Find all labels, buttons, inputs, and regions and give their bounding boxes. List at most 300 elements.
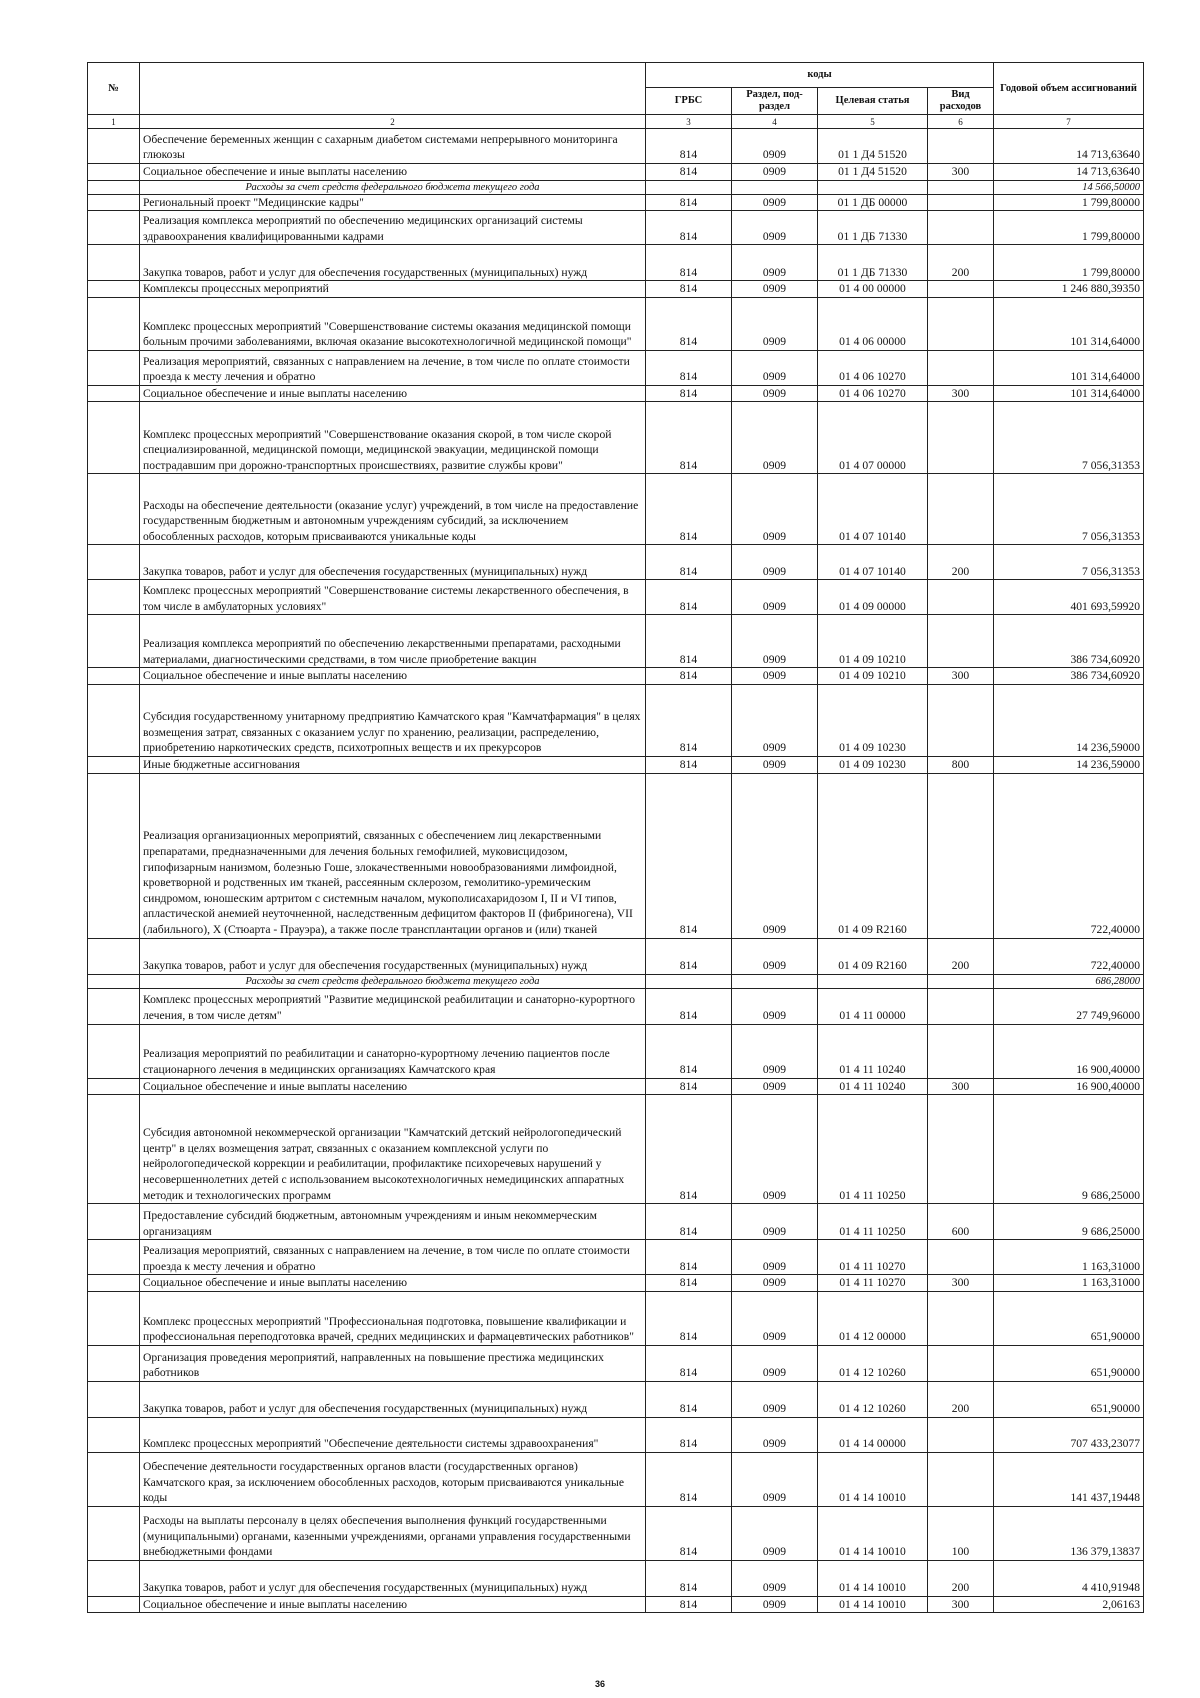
row-grbs-cell: 814 [646, 1345, 732, 1381]
row-grbs-cell: 814 [646, 129, 732, 164]
table-row [88, 350, 1144, 385]
row-sum-cell: 101 314,64000 [994, 385, 1144, 402]
table-row [88, 773, 1144, 938]
row-number-cell [88, 211, 140, 245]
row-vid-cell [928, 974, 994, 988]
row-grbs-cell [646, 180, 732, 194]
row-razdel-cell: 0909 [732, 402, 818, 474]
header-volume: Годовой объем ассигнований [994, 63, 1144, 115]
row-celevaya-cell: 01 4 07 00000 [818, 402, 928, 474]
row-name-cell: Закупка товаров, работ и услуг для обеспечения государственных (муниципальных) нужд [140, 245, 646, 281]
table-row [88, 1560, 1144, 1596]
row-razdel-cell: 0909 [732, 1291, 818, 1345]
row-number-cell [88, 668, 140, 685]
row-sum-cell: 1 799,80000 [994, 211, 1144, 245]
row-sum-cell: 1 799,80000 [994, 245, 1144, 281]
row-name-cell: Субсидия государственному унитарному предприятию Камчатского края "Камчатфармация" в целях возмещения затрат, связанных с оказанием услуг по хранению, реализации, распределению, приобретению наркотических средств, психотропных веществ и их прекурсоров [140, 684, 646, 756]
row-vid-cell [928, 1024, 994, 1078]
table-row [88, 668, 1144, 685]
row-celevaya-cell: 01 4 00 00000 [818, 281, 928, 298]
row-name-cell: Социальное обеспечение и иные выплаты населению [140, 385, 646, 402]
row-name-cell: Комплекс процессных мероприятий "Обеспечение деятельности системы здравоохранения" [140, 1417, 646, 1452]
row-grbs-cell: 814 [646, 668, 732, 685]
row-number-cell [88, 297, 140, 350]
row-grbs-cell: 814 [646, 773, 732, 938]
budget-table [87, 62, 1144, 1613]
row-grbs-cell: 814 [646, 615, 732, 668]
row-celevaya-cell: 01 4 14 10010 [818, 1596, 928, 1613]
row-razdel-cell [732, 180, 818, 194]
table-row [88, 1417, 1144, 1452]
row-vid-cell [928, 1345, 994, 1381]
row-number-cell [88, 1452, 140, 1506]
row-grbs-cell: 814 [646, 1381, 732, 1417]
table-row [88, 938, 1144, 974]
row-razdel-cell: 0909 [732, 545, 818, 580]
row-sum-cell: 1 163,31000 [994, 1240, 1144, 1275]
row-sum-cell: 14 236,59000 [994, 684, 1144, 756]
table-row [88, 245, 1144, 281]
column-number: 2 [140, 115, 646, 129]
row-celevaya-cell: 01 1 Д4 51520 [818, 164, 928, 181]
row-celevaya-cell: 01 1 Д4 51520 [818, 129, 928, 164]
row-celevaya-cell: 01 4 12 10260 [818, 1345, 928, 1381]
row-sum-cell: 707 433,23077 [994, 1417, 1144, 1452]
row-celevaya-cell: 01 4 09 10230 [818, 684, 928, 756]
row-vid-cell [928, 474, 994, 545]
row-celevaya-cell: 01 1 ДБ 71330 [818, 211, 928, 245]
table-row [88, 988, 1144, 1024]
header-vid: Вид расходов [928, 88, 994, 115]
row-sum-cell: 651,90000 [994, 1291, 1144, 1345]
row-celevaya-cell: 01 4 06 10270 [818, 385, 928, 402]
row-razdel-cell: 0909 [732, 1452, 818, 1506]
row-name-cell: Реализация мероприятий, связанных с направлением на лечение, в том числе по оплате стоимости проезда к месту лечения и обратно [140, 350, 646, 385]
header-codes: коды [646, 63, 994, 88]
row-name-cell: Социальное обеспечение и иные выплаты населению [140, 164, 646, 181]
row-number-cell [88, 988, 140, 1024]
table-row [88, 684, 1144, 756]
row-name-cell: Реализация мероприятий по реабилитации и санаторно-курортному лечению пациентов после стационарного лечения в медицинских организациях Камчатского края [140, 1024, 646, 1078]
row-number-cell [88, 1095, 140, 1204]
row-name-cell: Закупка товаров, работ и услуг для обеспечения государственных (муниципальных) нужд [140, 938, 646, 974]
row-name-cell: Реализация мероприятий, связанных с направлением на лечение, в том числе по оплате стоимости проезда к месту лечения и обратно [140, 1240, 646, 1275]
row-number-cell [88, 474, 140, 545]
row-name-cell: Субсидия автономной некоммерческой организации "Камчатский детский нейрологопедический центр" в целях возмещения затрат, связанных с оказанием комплексной услуги по нейрологопедической коррекции и реабилитации, профилактике психоречевых нарушений у несовершеннолетних детей с использованием высокотехнологичных немедицинских аппаратных методик и технологических программ [140, 1095, 646, 1204]
federal-budget-note-row [88, 180, 1144, 194]
row-celevaya-cell: 01 4 11 10270 [818, 1275, 928, 1292]
row-name-cell: Иные бюджетные ассигнования [140, 756, 646, 773]
row-name-cell: Социальное обеспечение и иные выплаты населению [140, 1596, 646, 1613]
row-number-cell [88, 545, 140, 580]
row-name-cell: Организация проведения мероприятий, направленных на повышение престижа медицинских работников [140, 1345, 646, 1381]
row-sum-cell: 651,90000 [994, 1345, 1144, 1381]
row-vid-cell [928, 1291, 994, 1345]
row-grbs-cell: 814 [646, 245, 732, 281]
row-razdel-cell: 0909 [732, 615, 818, 668]
row-razdel-cell: 0909 [732, 1560, 818, 1596]
row-sum-cell: 722,40000 [994, 938, 1144, 974]
row-celevaya-cell: 01 4 09 R2160 [818, 773, 928, 938]
row-number-cell [88, 1204, 140, 1240]
row-sum-cell: 386 734,60920 [994, 615, 1144, 668]
row-sum-cell: 16 900,40000 [994, 1078, 1144, 1095]
row-razdel-cell: 0909 [732, 1381, 818, 1417]
row-grbs-cell: 814 [646, 988, 732, 1024]
row-name-cell: Комплексы процессных мероприятий [140, 281, 646, 298]
row-name-cell: Реализация комплекса мероприятий по обеспечению медицинских организаций системы здравоохранения квалифицированными кадрами [140, 211, 646, 245]
row-razdel-cell: 0909 [732, 1024, 818, 1078]
row-number-cell [88, 684, 140, 756]
row-sum-cell: 651,90000 [994, 1381, 1144, 1417]
row-grbs-cell: 814 [646, 1291, 732, 1345]
row-vid-cell [928, 211, 994, 245]
row-grbs-cell: 814 [646, 164, 732, 181]
row-name-cell: Расходы за счет средств федерального бюджета текущего года [140, 180, 646, 194]
row-number-cell [88, 615, 140, 668]
table-row [88, 385, 1144, 402]
table-row [88, 1452, 1144, 1506]
header-celevaya: Целевая статья [818, 88, 928, 115]
row-vid-cell: 300 [928, 1596, 994, 1613]
row-celevaya-cell: 01 4 07 10140 [818, 474, 928, 545]
table-row [88, 1381, 1144, 1417]
row-razdel-cell: 0909 [732, 773, 818, 938]
row-number-cell [88, 245, 140, 281]
row-name-cell: Предоставление субсидий бюджетным, автономным учреждениям и иным некоммерческим организациям [140, 1204, 646, 1240]
row-number-cell [88, 164, 140, 181]
row-number-cell [88, 1596, 140, 1613]
row-vid-cell [928, 684, 994, 756]
column-number: 3 [646, 115, 732, 129]
row-vid-cell: 200 [928, 938, 994, 974]
row-celevaya-cell: 01 4 09 10210 [818, 615, 928, 668]
row-razdel-cell: 0909 [732, 1417, 818, 1452]
row-grbs-cell: 814 [646, 938, 732, 974]
row-grbs-cell: 814 [646, 1024, 732, 1078]
row-grbs-cell: 814 [646, 402, 732, 474]
row-celevaya-cell: 01 4 14 10010 [818, 1560, 928, 1596]
row-razdel-cell: 0909 [732, 988, 818, 1024]
row-vid-cell [928, 988, 994, 1024]
row-name-cell: Обеспечение деятельности государственных органов власти (государственных органов) Камчатского края, за исключением обособленных расходов, которым присваиваются уникальные коды [140, 1452, 646, 1506]
row-razdel-cell [732, 974, 818, 988]
row-name-cell: Расходы на обеспечение деятельности (оказание услуг) учреждений, в том числе на предоставление государственным бюджетным и автономным учреждениям субсидий, за исключением обособленных расходов, которым присваиваются уникальные коды [140, 474, 646, 545]
row-razdel-cell: 0909 [732, 1240, 818, 1275]
row-number-cell [88, 1275, 140, 1292]
row-celevaya-cell: 01 4 09 10230 [818, 756, 928, 773]
row-grbs-cell: 814 [646, 1506, 732, 1560]
table-row [88, 1240, 1144, 1275]
table-row [88, 1204, 1144, 1240]
page-number: 36 [594, 1679, 605, 1689]
row-razdel-cell: 0909 [732, 1078, 818, 1095]
row-celevaya-cell: 01 4 09 10210 [818, 668, 928, 685]
row-celevaya-cell [818, 974, 928, 988]
row-celevaya-cell: 01 4 11 00000 [818, 988, 928, 1024]
budget-table-container [87, 62, 1143, 1613]
row-vid-cell: 300 [928, 668, 994, 685]
row-name-cell: Закупка товаров, работ и услуг для обеспечения государственных (муниципальных) нужд [140, 1560, 646, 1596]
row-name-cell: Комплекс процессных мероприятий "Совершенствование оказания скорой, в том числе скорой специализированной, медицинской помощи, медицинской эвакуации, медицинской помощи пострадавшим при дорожно-транспортных происшествиях, развитие службы крови" [140, 402, 646, 474]
row-grbs-cell: 814 [646, 684, 732, 756]
row-sum-cell: 14 236,59000 [994, 756, 1144, 773]
row-number-cell [88, 1345, 140, 1381]
row-vid-cell: 200 [928, 245, 994, 281]
row-number-cell [88, 1291, 140, 1345]
row-celevaya-cell: 01 4 11 10250 [818, 1204, 928, 1240]
row-razdel-cell: 0909 [732, 164, 818, 181]
row-celevaya-cell: 01 1 ДБ 00000 [818, 194, 928, 211]
row-grbs-cell: 814 [646, 756, 732, 773]
row-vid-cell: 200 [928, 545, 994, 580]
table-row [88, 194, 1144, 211]
row-number-cell [88, 773, 140, 938]
row-vid-cell [928, 297, 994, 350]
row-razdel-cell: 0909 [732, 129, 818, 164]
row-sum-cell: 7 056,31353 [994, 474, 1144, 545]
table-row [88, 1024, 1144, 1078]
table-row [88, 1506, 1144, 1560]
row-vid-cell: 300 [928, 1275, 994, 1292]
row-number-cell [88, 938, 140, 974]
row-vid-cell [928, 580, 994, 615]
row-celevaya-cell: 01 4 06 00000 [818, 297, 928, 350]
row-razdel-cell: 0909 [732, 385, 818, 402]
table-row [88, 1275, 1144, 1292]
row-razdel-cell: 0909 [732, 1275, 818, 1292]
row-celevaya-cell: 01 4 12 10260 [818, 1381, 928, 1417]
row-razdel-cell: 0909 [732, 1204, 818, 1240]
row-vid-cell: 300 [928, 385, 994, 402]
row-grbs-cell [646, 974, 732, 988]
row-grbs-cell: 814 [646, 1078, 732, 1095]
row-sum-cell: 141 437,19448 [994, 1452, 1144, 1506]
row-celevaya-cell: 01 1 ДБ 71330 [818, 245, 928, 281]
row-number-cell [88, 385, 140, 402]
row-grbs-cell: 814 [646, 350, 732, 385]
row-grbs-cell: 814 [646, 1275, 732, 1292]
row-grbs-cell: 814 [646, 1240, 732, 1275]
row-name-cell: Реализация комплекса мероприятий по обеспечению лекарственными препаратами, расходными материалами, диагностическими средствами, в том числе приобретение вакцин [140, 615, 646, 668]
row-sum-cell: 386 734,60920 [994, 668, 1144, 685]
column-number: 4 [732, 115, 818, 129]
row-razdel-cell: 0909 [732, 245, 818, 281]
row-razdel-cell: 0909 [732, 684, 818, 756]
table-row [88, 1078, 1144, 1095]
row-vid-cell [928, 129, 994, 164]
row-grbs-cell: 814 [646, 545, 732, 580]
row-sum-cell: 686,28000 [994, 974, 1144, 988]
row-name-cell: Социальное обеспечение и иные выплаты населению [140, 1078, 646, 1095]
column-number: 7 [994, 115, 1144, 129]
table-row [88, 164, 1144, 181]
row-razdel-cell: 0909 [732, 1596, 818, 1613]
table-row [88, 1095, 1144, 1204]
row-celevaya-cell: 01 4 07 10140 [818, 545, 928, 580]
row-razdel-cell: 0909 [732, 297, 818, 350]
row-razdel-cell: 0909 [732, 194, 818, 211]
row-sum-cell: 136 379,13837 [994, 1506, 1144, 1560]
row-grbs-cell: 814 [646, 385, 732, 402]
row-sum-cell: 722,40000 [994, 773, 1144, 938]
row-name-cell: Социальное обеспечение и иные выплаты населению [140, 668, 646, 685]
row-sum-cell: 7 056,31353 [994, 545, 1144, 580]
row-name-cell: Комплекс процессных мероприятий "Совершенствование системы лекарственного обеспечения, в том числе в амбулаторных условиях" [140, 580, 646, 615]
row-sum-cell: 1 246 880,39350 [994, 281, 1144, 298]
table-row [88, 297, 1144, 350]
row-sum-cell: 401 693,59920 [994, 580, 1144, 615]
row-razdel-cell: 0909 [732, 281, 818, 298]
row-vid-cell [928, 194, 994, 211]
row-name-cell: Региональный проект "Медицинские кадры" [140, 194, 646, 211]
table-row [88, 402, 1144, 474]
column-number: 6 [928, 115, 994, 129]
row-sum-cell: 1 799,80000 [994, 194, 1144, 211]
row-grbs-cell: 814 [646, 474, 732, 545]
row-number-cell [88, 402, 140, 474]
row-celevaya-cell: 01 4 11 10250 [818, 1095, 928, 1204]
row-sum-cell: 4 410,91948 [994, 1560, 1144, 1596]
row-name-cell: Закупка товаров, работ и услуг для обеспечения государственных (муниципальных) нужд [140, 1381, 646, 1417]
row-grbs-cell: 814 [646, 1452, 732, 1506]
row-razdel-cell: 0909 [732, 211, 818, 245]
table-row [88, 474, 1144, 545]
row-celevaya-cell: 01 4 11 10240 [818, 1024, 928, 1078]
row-celevaya-cell: 01 4 09 R2160 [818, 938, 928, 974]
row-vid-cell [928, 402, 994, 474]
row-celevaya-cell [818, 180, 928, 194]
row-celevaya-cell: 01 4 12 00000 [818, 1291, 928, 1345]
table-row [88, 756, 1144, 773]
row-grbs-cell: 814 [646, 297, 732, 350]
row-vid-cell [928, 1452, 994, 1506]
row-vid-cell: 300 [928, 164, 994, 181]
table-row [88, 1596, 1144, 1613]
column-number: 1 [88, 115, 140, 129]
row-name-cell: Закупка товаров, работ и услуг для обеспечения государственных (муниципальных) нужд [140, 545, 646, 580]
row-number-cell [88, 756, 140, 773]
row-name-cell: Реализация организационных мероприятий, связанных с обеспечением лиц лекарственными препаратами, предназначенными для лечения больных гемофилией, муковисцидозом, гипофизарным нанизмом, болезнью Гоше, злокачественными новообразованиями лимфоидной, кроветворной и родственных им тканей, рассеянным склерозом, гемолитико-уремическим синдромом, юношеским артритом с системным началом, мукополисахаридозом I, II и VI типов, апластической анемией неуточненной, наследственным дефицитом факторов II (фибриногена), VII (лабильного), X (Стюарта - Прауэра), а также после трансплантации органов и (или) тканей [140, 773, 646, 938]
table-body [88, 129, 1144, 1613]
header-name [140, 63, 646, 115]
header-grbs: ГРБС [646, 88, 732, 115]
row-celevaya-cell: 01 4 14 10010 [818, 1506, 928, 1560]
row-sum-cell: 2,06163 [994, 1596, 1144, 1613]
row-sum-cell: 1 163,31000 [994, 1275, 1144, 1292]
row-razdel-cell: 0909 [732, 938, 818, 974]
row-name-cell: Обеспечение беременных женщин с сахарным диабетом системами непрерывного мониторинга глюкозы [140, 129, 646, 164]
table-row [88, 281, 1144, 298]
row-celevaya-cell: 01 4 09 00000 [818, 580, 928, 615]
row-razdel-cell: 0909 [732, 756, 818, 773]
row-celevaya-cell: 01 4 14 10010 [818, 1452, 928, 1506]
row-number-cell [88, 1506, 140, 1560]
row-number-cell [88, 1240, 140, 1275]
row-razdel-cell: 0909 [732, 350, 818, 385]
row-sum-cell: 27 749,96000 [994, 988, 1144, 1024]
row-number-cell [88, 194, 140, 211]
table-row [88, 615, 1144, 668]
row-sum-cell: 101 314,64000 [994, 297, 1144, 350]
row-grbs-cell: 814 [646, 1204, 732, 1240]
row-celevaya-cell: 01 4 11 10240 [818, 1078, 928, 1095]
row-number-cell [88, 580, 140, 615]
table-row [88, 1291, 1144, 1345]
row-vid-cell [928, 350, 994, 385]
row-vid-cell [928, 281, 994, 298]
row-number-cell [88, 1024, 140, 1078]
row-grbs-cell: 814 [646, 580, 732, 615]
row-sum-cell: 7 056,31353 [994, 402, 1144, 474]
row-vid-cell: 200 [928, 1381, 994, 1417]
row-vid-cell [928, 615, 994, 668]
row-name-cell: Комплекс процессных мероприятий "Совершенствование системы оказания медицинской помощи больным прочими заболеваниями, включая оказание высокотехнологичной медицинской помощи" [140, 297, 646, 350]
row-grbs-cell: 814 [646, 1095, 732, 1204]
row-number-cell [88, 974, 140, 988]
row-vid-cell: 600 [928, 1204, 994, 1240]
row-razdel-cell: 0909 [732, 1506, 818, 1560]
row-vid-cell [928, 1095, 994, 1204]
row-celevaya-cell: 01 4 06 10270 [818, 350, 928, 385]
row-razdel-cell: 0909 [732, 474, 818, 545]
row-sum-cell: 9 686,25000 [994, 1095, 1144, 1204]
column-number: 5 [818, 115, 928, 129]
table-row [88, 129, 1144, 164]
row-razdel-cell: 0909 [732, 1095, 818, 1204]
row-number-cell [88, 180, 140, 194]
row-sum-cell: 14 713,63640 [994, 129, 1144, 164]
row-name-cell: Комплекс процессных мероприятий "Профессиональная подготовка, повышение квалификации и профессиональная переподготовка врачей, средних медицинских и фармацевтических работников" [140, 1291, 646, 1345]
row-name-cell: Комплекс процессных мероприятий "Развитие медицинской реабилитации и санаторно-курортного лечения, в том числе детям" [140, 988, 646, 1024]
row-razdel-cell: 0909 [732, 1345, 818, 1381]
row-number-cell [88, 1381, 140, 1417]
row-grbs-cell: 814 [646, 1560, 732, 1596]
row-number-cell [88, 281, 140, 298]
row-sum-cell: 9 686,25000 [994, 1204, 1144, 1240]
row-vid-cell [928, 1240, 994, 1275]
row-sum-cell: 14 713,63640 [994, 164, 1144, 181]
row-number-cell [88, 350, 140, 385]
table-row [88, 580, 1144, 615]
table-row [88, 545, 1144, 580]
row-name-cell: Расходы за счет средств федерального бюджета текущего года [140, 974, 646, 988]
row-name-cell: Социальное обеспечение и иные выплаты населению [140, 1275, 646, 1292]
row-vid-cell [928, 180, 994, 194]
row-vid-cell: 100 [928, 1506, 994, 1560]
row-grbs-cell: 814 [646, 194, 732, 211]
row-vid-cell [928, 1417, 994, 1452]
header-razdel: Раздел, под-раздел [732, 88, 818, 115]
row-sum-cell: 16 900,40000 [994, 1024, 1144, 1078]
row-number-cell [88, 1417, 140, 1452]
row-celevaya-cell: 01 4 14 00000 [818, 1417, 928, 1452]
table-row [88, 211, 1144, 245]
row-vid-cell: 300 [928, 1078, 994, 1095]
row-sum-cell: 101 314,64000 [994, 350, 1144, 385]
row-name-cell: Расходы на выплаты персоналу в целях обеспечения выполнения функций государственными (муниципальными) органами, казенными учреждениями, органами управления государственными внебюджетными фондами [140, 1506, 646, 1560]
row-razdel-cell: 0909 [732, 580, 818, 615]
row-number-cell [88, 1078, 140, 1095]
row-number-cell [88, 129, 140, 164]
row-vid-cell [928, 773, 994, 938]
row-number-cell [88, 1560, 140, 1596]
row-grbs-cell: 814 [646, 1596, 732, 1613]
row-sum-cell: 14 566,50000 [994, 180, 1144, 194]
header-number: № [88, 63, 140, 115]
row-grbs-cell: 814 [646, 211, 732, 245]
row-grbs-cell: 814 [646, 1417, 732, 1452]
